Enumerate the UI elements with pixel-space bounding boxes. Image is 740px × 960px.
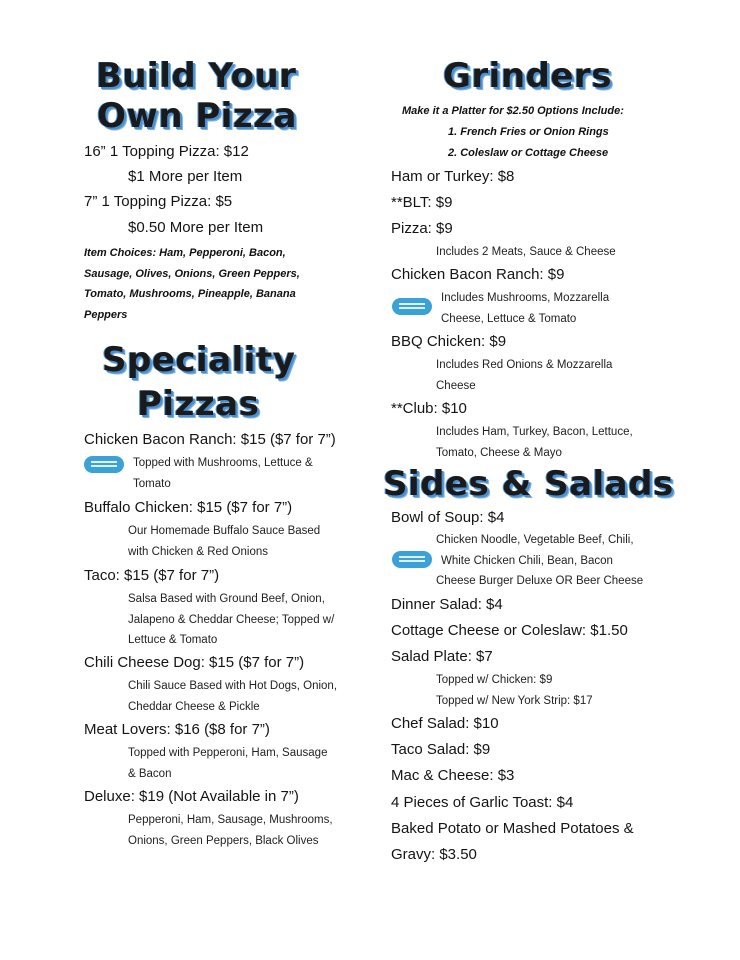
desc-line: Cheddar Cheese & Pickle <box>128 700 260 713</box>
speciality-title-line1: Speciality <box>102 340 296 380</box>
best-seller-badge-icon <box>392 551 432 568</box>
platter-option: 1. French Fries or Onion Rings <box>448 126 609 138</box>
byo-item: $0.50 More per Item <box>128 219 264 236</box>
build-your-own-title-line2: Own Pizza <box>97 96 297 136</box>
speciality-item-name: Deluxe: $19 (Not Available in 7”) <box>84 788 299 805</box>
desc-line: Tomato, Cheese & Mayo <box>436 446 562 459</box>
desc-line: Jalapeno & Cheddar Cheese; Topped w/ <box>128 613 335 626</box>
speciality-item-name: Chili Cheese Dog: $15 ($7 for 7”) <box>84 654 305 671</box>
sides-item-name: 4 Pieces of Garlic Toast: $4 <box>391 794 574 811</box>
byo-choices-line: Peppers <box>84 308 128 321</box>
byo-choices-line: Item Choices: Ham, Pepperoni, Bacon, <box>84 247 286 259</box>
desc-line: Cheese <box>436 379 476 392</box>
speciality-item-desc <box>128 743 327 784</box>
sides-item-name: Cottage Cheese or Coleslaw: $1.50 <box>391 622 628 639</box>
grinder-item-name: Pizza: $9 <box>391 220 453 237</box>
speciality-item-desc <box>133 453 313 494</box>
sides-item-name: Bowl of Soup: $4 <box>391 509 505 526</box>
desc-line: Includes 2 Meats, Sauce & Cheese <box>436 246 616 258</box>
speciality-title-line2: Pizzas <box>137 384 260 424</box>
best-seller-badge-icon <box>84 456 124 473</box>
grinders-title: Grinders <box>443 56 612 96</box>
sides-item-name: Mac & Cheese: $3 <box>391 767 515 784</box>
desc-line: with Chicken & Red Onions <box>128 545 268 558</box>
byo-choices-line: Sausage, Olives, Onions, Green Peppers, <box>84 267 300 280</box>
sides-item-name: Dinner Salad: $4 <box>391 596 503 613</box>
grinder-item-name: Chicken Bacon Ranch: $9 <box>391 266 565 283</box>
desc-line: Topped with Pepperoni, Ham, Sausage <box>128 747 328 759</box>
desc-line: Topped with Mushrooms, Lettuce & <box>133 457 313 469</box>
desc-line: Includes Mushrooms, Mozzarella <box>441 292 610 304</box>
desc-line: & Bacon <box>128 767 172 780</box>
desc-line: Includes Red Onions & Mozzarella <box>436 359 613 371</box>
desc-line: Cheese, Lettuce & Tomato <box>441 312 577 325</box>
desc-line: Chili Sauce Based with Hot Dogs, Onion, <box>128 680 338 692</box>
sides-item-name: Baked Potato or Mashed Potatoes & <box>391 820 634 837</box>
best-seller-badge-icon <box>392 298 432 315</box>
speciality-item-name: Chicken Bacon Ranch: $15 ($7 for 7”) <box>84 431 336 448</box>
sides-item-name: Gravy: $3.50 <box>391 846 477 863</box>
grinder-item-name: **BLT: $9 <box>391 194 453 211</box>
build-your-own-title-line1: Build Your <box>96 56 297 96</box>
desc-line: Salsa Based with Ground Beef, Onion, <box>128 593 325 605</box>
speciality-item-desc <box>128 810 333 851</box>
speciality-item-name: Meat Lovers: $16 ($8 for 7”) <box>84 721 270 738</box>
speciality-item-name: Taco: $15 ($7 for 7”) <box>84 567 220 584</box>
sides-item-desc <box>436 670 593 711</box>
byo-item: 7” 1 Topping Pizza: $5 <box>84 193 233 210</box>
grinder-item-name: **Club: $10 <box>391 400 467 417</box>
desc-line: Chicken Noodle, Vegetable Beef, Chili, <box>436 534 634 546</box>
byo-item: $1 More per Item <box>128 168 243 185</box>
grinder-item-desc <box>436 242 616 263</box>
sides-item-desc <box>436 530 643 592</box>
desc-line: Pepperoni, Ham, Sausage, Mushrooms, <box>128 814 333 826</box>
sides-item-name: Salad Plate: $7 <box>391 648 493 665</box>
byo-choices <box>84 243 300 325</box>
sides-item-name: Chef Salad: $10 <box>391 715 499 732</box>
desc-line: Includes Ham, Turkey, Bacon, Lettuce, <box>436 426 633 438</box>
grinder-item-desc <box>441 288 609 329</box>
platter-option: 2. Coleslaw or Cottage Cheese <box>448 147 609 159</box>
speciality-item-desc <box>128 589 334 651</box>
byo-choices-line: Tomato, Mushrooms, Pineapple, Banana <box>84 288 296 300</box>
sides-title: Sides & Salads <box>383 464 674 504</box>
grinder-item-name: Ham or Turkey: $8 <box>391 168 515 185</box>
desc-line: Topped w/ Chicken: $9 <box>436 674 553 686</box>
grinder-item-desc <box>436 422 633 463</box>
desc-line: Onions, Green Peppers, Black Olives <box>128 834 319 847</box>
desc-line: White Chicken Chili, Bean, Bacon <box>441 554 613 567</box>
speciality-item-desc <box>128 521 320 562</box>
grinder-item-desc <box>436 355 612 396</box>
grinder-item-name: BBQ Chicken: $9 <box>391 333 507 350</box>
sides-item-name: Taco Salad: $9 <box>391 741 491 758</box>
byo-item: 16” 1 Topping Pizza: $12 <box>84 143 249 160</box>
speciality-item-desc <box>128 676 337 717</box>
desc-line: Cheese Burger Deluxe OR Beer Cheese <box>436 575 644 587</box>
desc-line: Lettuce & Tomato <box>128 634 218 646</box>
desc-line: Our Homemade Buffalo Sauce Based <box>128 525 321 537</box>
platter-note: Make it a Platter for $2.50 Options Include: <box>402 105 624 117</box>
speciality-item-name: Buffalo Chicken: $15 ($7 for 7”) <box>84 499 293 516</box>
desc-line: Tomato <box>133 477 171 490</box>
desc-line: Topped w/ New York Strip: $17 <box>436 694 593 707</box>
